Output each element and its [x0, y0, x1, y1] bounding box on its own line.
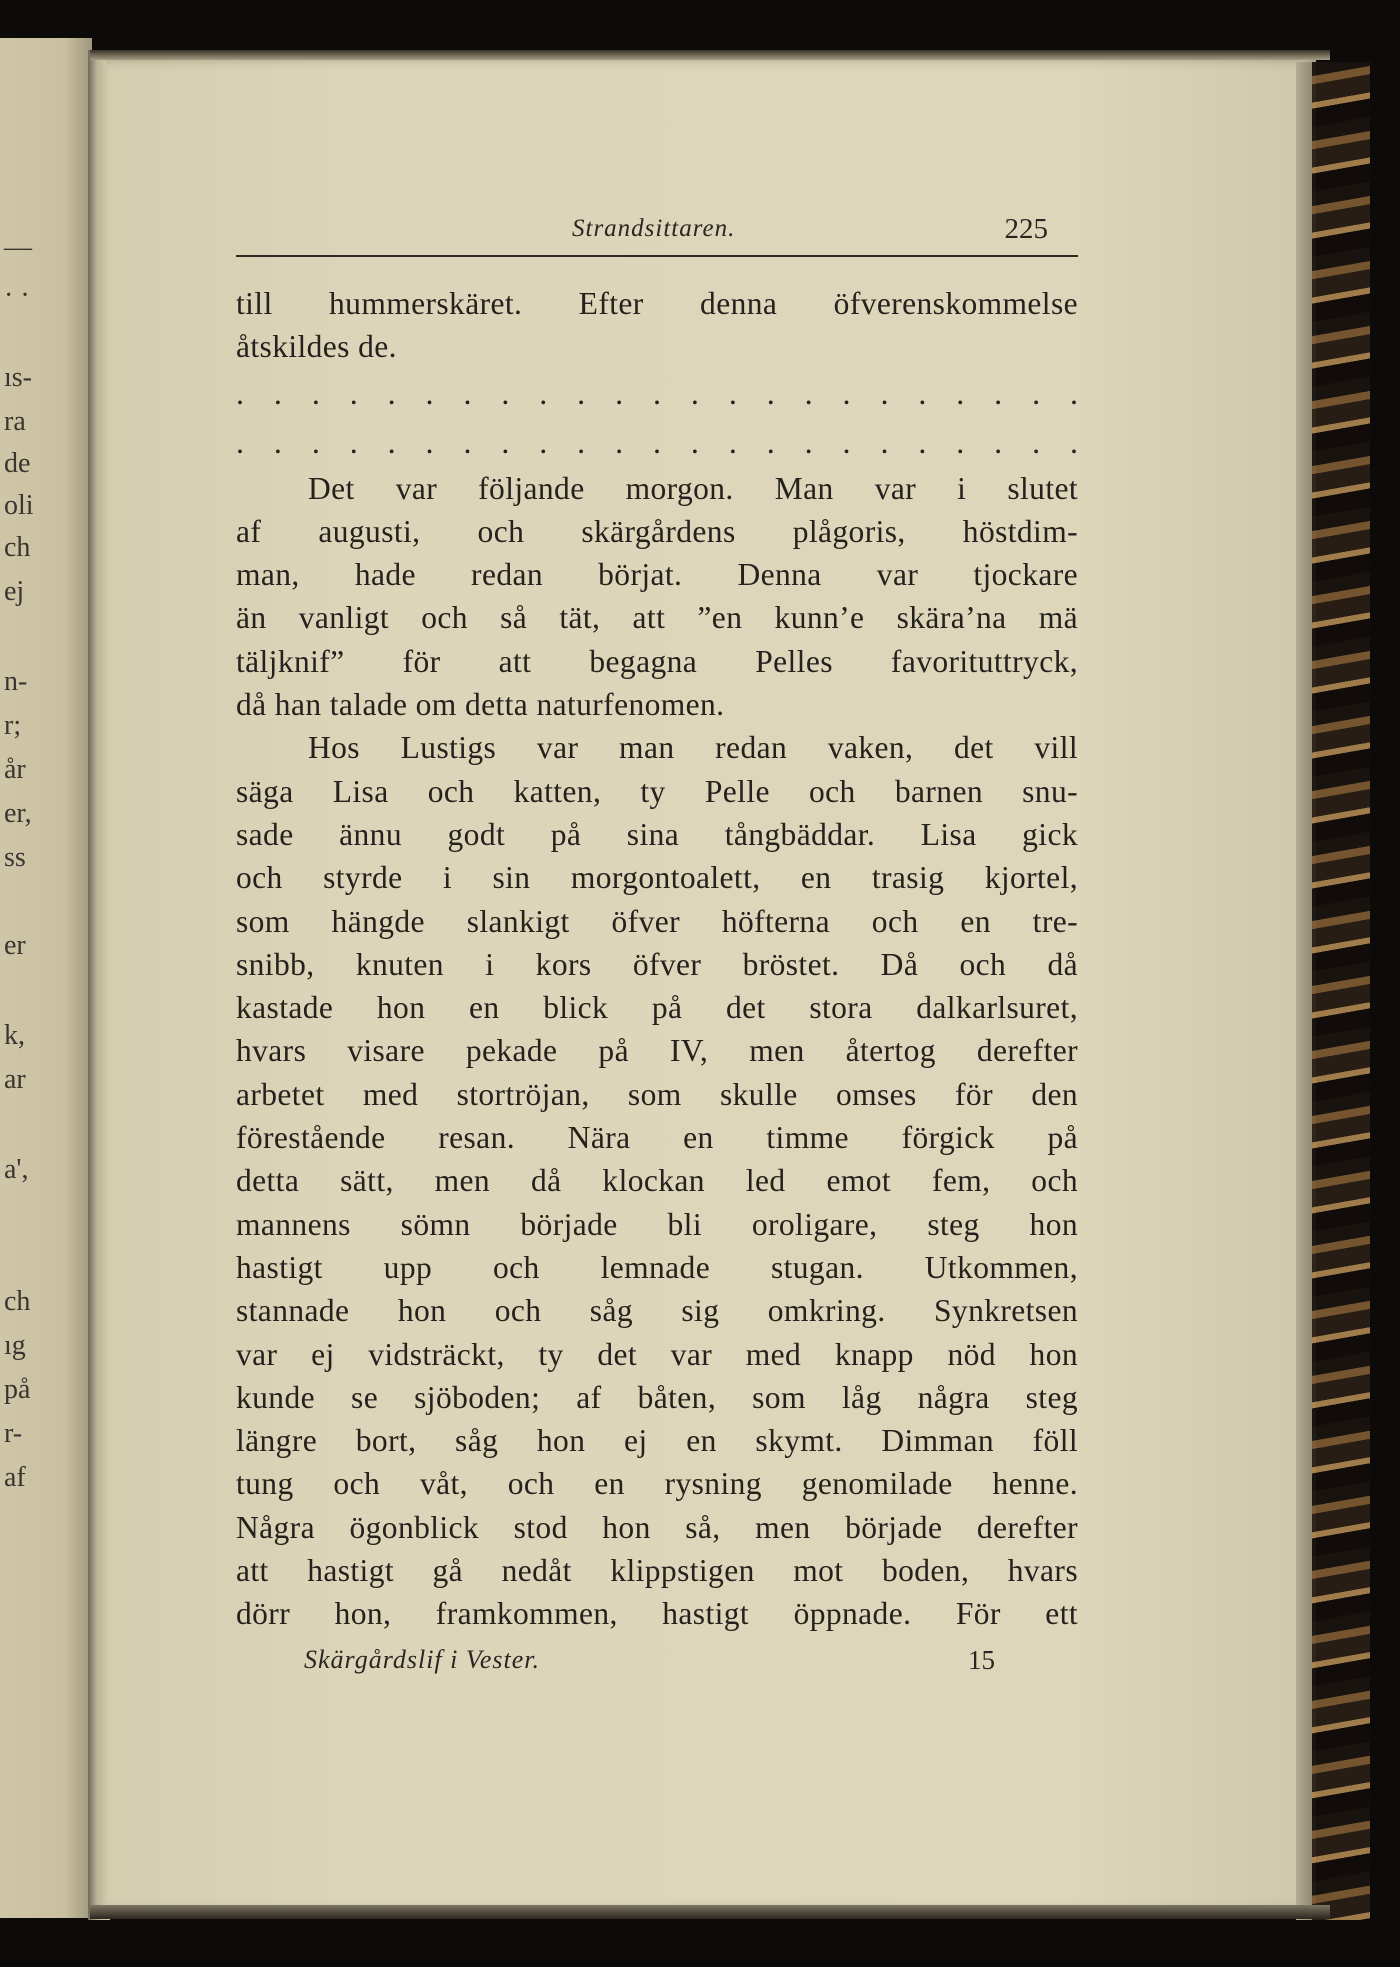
left-page-fragment: ıg [4, 1330, 26, 1361]
text-line: längre bort, såg hon ej en skymt. Dimman föll [236, 1423, 1078, 1459]
page-footer [300, 1645, 1040, 1685]
sheet-number: 15 [968, 1645, 995, 1675]
text-line: hvars visare pekade på IV, men återtog derefter [236, 1033, 1078, 1069]
text-line: arbetet med stortröjan, som skulle omses för den [236, 1076, 1078, 1112]
left-page-fragment: · · [4, 280, 30, 311]
text-line: än vanligt och så tät, att ”en kunn’e skära’na mä [236, 600, 1078, 636]
text-line: man, hade redan börjat. Denna var tjockare [236, 557, 1078, 593]
left-page-fragment: på [4, 1374, 31, 1405]
text-line: var ej vidsträckt, ty det var med knapp nöd hon [236, 1336, 1078, 1372]
text-line: kastade hon en blick på det stora dalkarlsuret, [236, 990, 1078, 1026]
left-page-fragment: ıs- [4, 362, 32, 393]
left-page-fragment: ar [4, 1064, 26, 1095]
left-page-fragment: er [4, 930, 26, 961]
paragraph [236, 467, 1078, 727]
left-page-fragment: ch [4, 532, 31, 563]
left-page-fragment: år [4, 754, 26, 785]
left-page-fragment: de [4, 448, 31, 479]
left-page-fragment: ch [4, 1286, 31, 1317]
signature-mark: Skärgårdslif i Vester. [304, 1645, 541, 1674]
left-page-fragment: — [4, 232, 32, 263]
left-page-fragment: k, [4, 1020, 25, 1051]
text-line: sade ännu godt på sina tångbäddar. Lisa gick [236, 816, 1078, 852]
text-line: hastigt upp och lemnade stugan. Utkommen, [236, 1249, 1078, 1285]
section-break-dots: . . . . . . . . . . . . . . . . . . . . . . . [236, 423, 1078, 460]
text-line: af augusti, och skärgårdens plågoris, höstdim- [236, 513, 1078, 549]
running-head: Strandsittaren. [572, 215, 736, 242]
left-page-fragment: af [4, 1462, 26, 1493]
left-page-fragment: n- [4, 666, 28, 697]
text-line: kunde se sjöboden; af båten, som låg några steg [236, 1379, 1078, 1415]
text-line: som hängde slankigt öfver höfterna och en tre- [236, 903, 1078, 939]
paragraph [236, 726, 1078, 1635]
left-page-fragment: ra [4, 406, 26, 437]
text-line: detta sätt, men då klockan led emot fem, och [236, 1163, 1078, 1199]
text-line: Det var följande morgon. Man var i slutet [308, 470, 1078, 506]
text-line: och styrde i sin morgontoalett, en trasig kjortel, [236, 860, 1078, 896]
text-line: dörr hon, framkommen, hastigt öppnade. För ett [236, 1596, 1078, 1632]
body-text [236, 282, 1078, 1636]
text-line: då han talade om detta naturfenomen. [236, 687, 725, 723]
left-page-fragment: er, [4, 798, 32, 829]
left-page-fragment: r- [4, 1418, 23, 1449]
text-line: stannade hon och såg sig omkring. Synkretsen [236, 1293, 1078, 1329]
previous-page-edge [0, 38, 92, 1918]
text-line: att hastigt gå nedåt klippstigen mot boden, hvars [236, 1553, 1078, 1589]
text-line: till hummerskäret. Efter denna öfverenskommelse [236, 286, 1078, 321]
text-line: snibb, knuten i kors öfver bröstet. Då och då [236, 946, 1078, 982]
text-line: tung och våt, och en rysning genomilade henne. [236, 1466, 1078, 1502]
text-line: förestående resan. Nära en timme förgick på [236, 1120, 1078, 1156]
top-page-edge [90, 50, 1330, 60]
text-line: mannens sömn började bli oroligare, steg hon [236, 1206, 1078, 1242]
marbled-cover-edge [1312, 62, 1370, 1920]
left-page-fragment: ej [4, 576, 25, 607]
page-header [236, 205, 1078, 257]
bottom-page-edge [90, 1905, 1330, 1919]
text-line: åtskildes de. [236, 329, 397, 365]
left-page-fragment: r; [4, 710, 22, 741]
section-break-dots: . . . . . . . . . . . . . . . . . . . . . . . [236, 374, 1078, 411]
text-line: Några ögonblick stod hon så, men började derefter [236, 1509, 1078, 1545]
text-line: täljknif” för att begagna Pelles favorituttryck, [236, 643, 1078, 679]
page-number: 225 [1004, 213, 1048, 245]
left-page-fragment: oli [4, 490, 34, 521]
left-page-fragment: ss [4, 842, 26, 873]
text-line: säga Lisa och katten, ty Pelle och barnen snu- [236, 773, 1078, 809]
left-page-fragment: a', [4, 1154, 29, 1185]
text-line: Hos Lustigs var man redan vaken, det vill [308, 730, 1078, 766]
